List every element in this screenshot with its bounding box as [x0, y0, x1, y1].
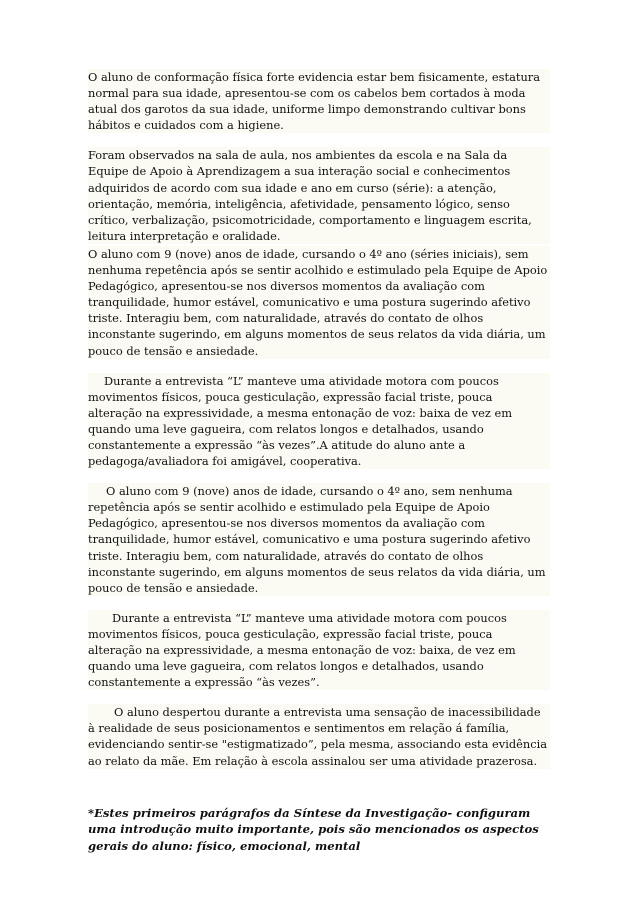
paragraph-physical-description: O aluno de conformação física forte evidencia estar bem fisicamente, estatura normal para sua idade, apresentou-se com os cabelos bem cortados à moda atual dos garotos da sua idade, uniforme limpo demonstrando cultivar bons hábitos e cuidados com a higiene.: [88, 69, 550, 133]
document-body: [88, 69, 550, 854]
note-synthesis-comment: *Estes primeiros parágrafos da Síntese da Investigação- configuram uma introdução muito importante, pois são mencionados os aspectos gerais do aluno: físico, emocional, mental: [88, 805, 539, 853]
paragraph-spacer: [88, 690, 550, 704]
paragraph-observation-areas: Foram observados na sala de aula, nos ambientes da escola e na Sala da Equipe de Apoio à Aprendizagem a sua interação social e conhecimentos adquiridos de acordo com sua idade e ano em curso (série): a atenção, orientação, memória, inteligência, afetividade, pensamento lógico, senso crítico, verbalização, psicomotricidade, comportamento e linguagem escrita, leitura interpretação e oralidade.: [88, 147, 550, 244]
paragraph-student-profile: O aluno com 9 (nove) anos de idade, cursando o 4º ano (séries iniciais), sem nenhuma repetência após se sentir acolhido e estimulado pela Equipe de Apoio Pedagógico, apresentou-se nos diversos momentos da avaliação com tranquilidade, humor estável, comunicativo e uma postura sugerindo afetivo triste. Interagiu bem, com naturalidade, através do contato de olhos inconstante sugerindo, em alguns momentos de seus relatos da vida diária, um pouco de tensão e ansiedade.: [88, 246, 550, 359]
paragraph-spacer: [88, 469, 550, 483]
paragraph-student-profile-repeat: O aluno com 9 (nove) anos de idade, cursando o 4º ano, sem nenhuma repetência após se sentir acolhido e estimulado pela Equipe de Apoio Pedagógico, apresentou-se nos diversos momentos da avaliação com tranquilidade, humor estável, comunicativo e uma postura sugerindo afetivo triste. Interagiu bem, com naturalidade, através do contato de olhos inconstante sugerindo, em alguns momentos de seus relatos da vida diária, um pouco de tensão e ansiedade.: [88, 483, 550, 596]
paragraph-spacer: [88, 596, 550, 610]
paragraph-spacer: [88, 133, 550, 147]
paragraph-inaccessibility: O aluno despertou durante a entrevista uma sensação de inacessibilidade à realidade de seus posicionamentos e sentimentos em relação á família, evidenciando sentir-se "estigmatizado”, pela mesma, associando esta evidência ao relato da mãe. Em relação à escola assinalou ser uma atividade prazerosa.: [88, 704, 550, 768]
paragraph-spacer: [88, 359, 550, 373]
paragraph-spacer: [88, 769, 550, 805]
paragraph-interview-behavior: Durante a entrevista “L” manteve uma atividade motora com poucos movimentos físicos, pouca gesticulação, expressão facial triste, pouca alteração na expressividade, a mesma entonação de voz: baixa de vez em quando uma leve gagueira, com relatos longos e detalhados, usando constantemente a expressão “às vezes”.A atitude do aluno ante a pedagoga/avaliadora foi amigável, cooperativa.: [88, 373, 550, 470]
paragraph-interview-behavior-repeat: Durante a entrevista “L” manteve uma atividade motora com poucos movimentos físicos, pouca gesticulação, expressão facial triste, pouca alteração na expressividade, a mesma entonação de voz: baixa, de vez em quando uma leve gagueira, com relatos longos e detalhados, usando constantemente a expressão “às vezes”.: [88, 610, 550, 690]
